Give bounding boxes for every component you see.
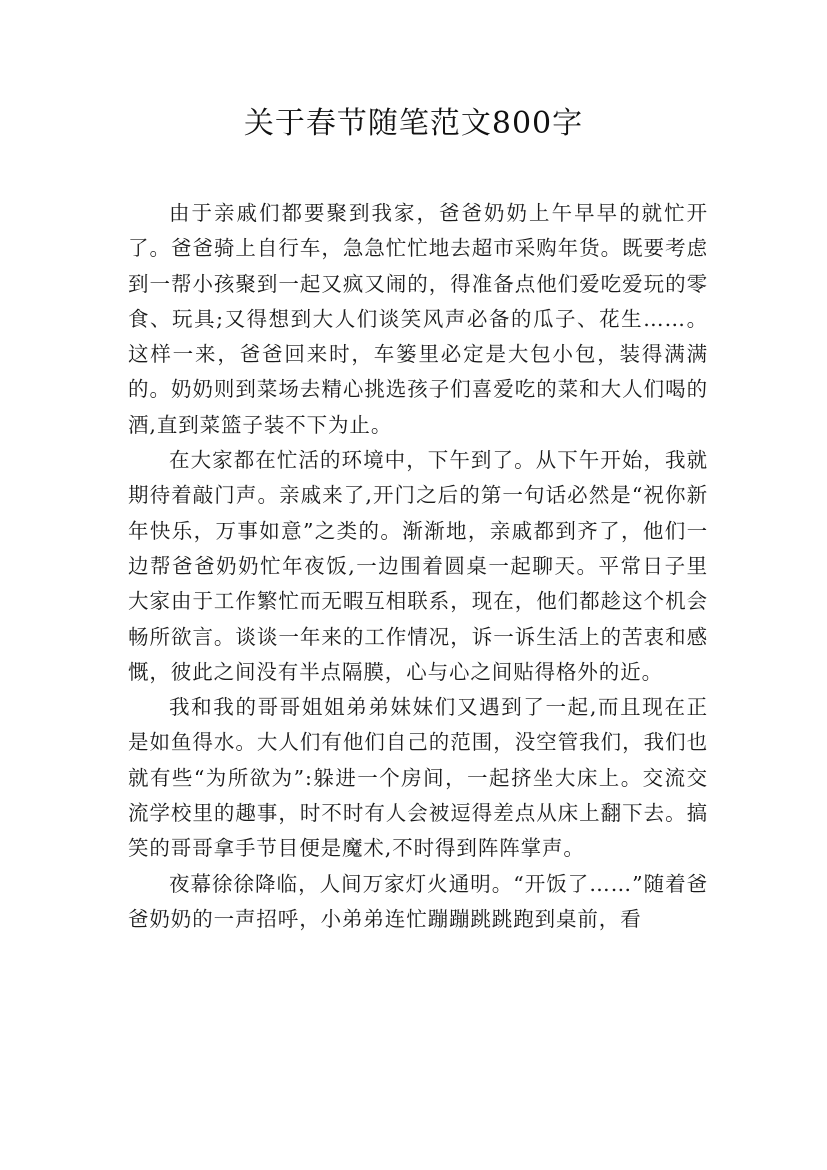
paragraph-3: 我和我的哥哥姐姐弟弟妹妹们又遇到了一起,而且现在正是如鱼得水。大人们有他们自己的范围，没空管我们，我们也就有些“为所欲为”:躲进一个房间，一起挤坐大床上。交流交流学校里的趣事，时不时有人会被逗得差点从床上翻下去。搞笑的哥哥拿手节目便是魔术,不时得到阵阵掌声。 xyxy=(128,695,708,861)
paragraph-2: 在大家都在忙活的环境中，下午到了。从下午开始，我就期待着敲门声。亲戚来了,开门之后的第一句话必然是“祝你新年快乐，万事如意”之类的。渐渐地，亲戚都到齐了，他们一边帮爸爸奶奶忙年夜饭,一边围着圆桌一起聊天。平常日子里大家由于工作繁忙而无暇互相联系，现在，他们都趁这个机会畅所欲言。谈谈一年来的工作情况，诉一诉生活上的苦衷和感慨，彼此之间没有半点隔膜，心与心之间贴得格外的近。 xyxy=(128,448,708,684)
paragraph-1: 由于亲戚们都要聚到我家，爸爸奶奶上午早早的就忙开了。爸爸骑上自行车，急急忙忙地去超市采购年货。既要考虑到一帮小孩聚到一起又疯又闹的，得准备点他们爱吃爱玩的零食、玩具;又得想到大人们谈笑风声必备的瓜子、花生……。这样一来，爸爸回来时，车篓里必定是大包小包，装得满满的。奶奶则到菜场去精心挑选孩子们喜爱吃的菜和大人们喝的酒,直到菜篮子装不下为止。 xyxy=(128,201,708,437)
paragraph-4: 夜幕徐徐降临，人间万家灯火通明。“开饭了……”随着爸爸奶奶的一声招呼，小弟弟连忙蹦蹦跳跳跑到桌前，看 xyxy=(128,871,708,931)
document-body xyxy=(128,196,708,937)
document-title: 关于春节随笔范文800字 xyxy=(243,106,584,141)
